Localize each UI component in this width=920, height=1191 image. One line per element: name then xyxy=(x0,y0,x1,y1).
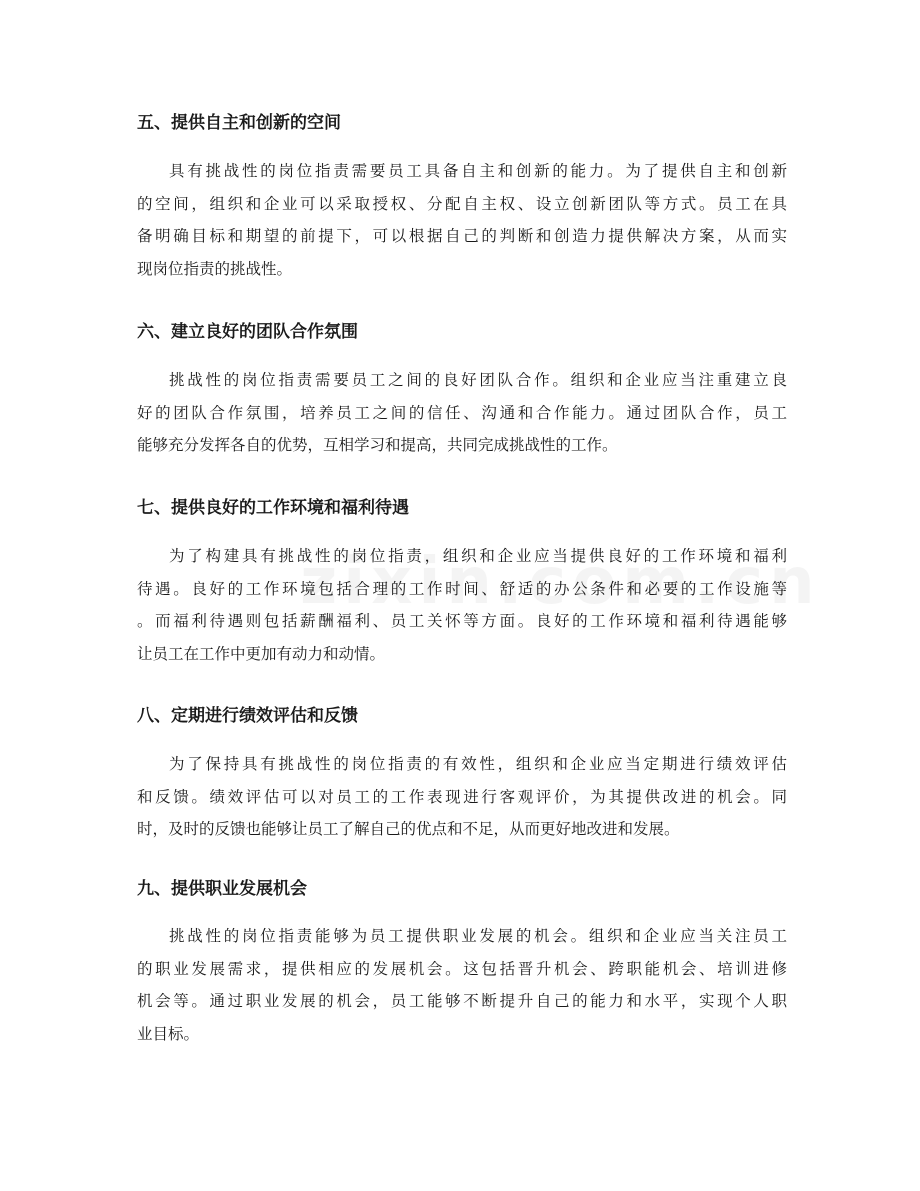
paragraph-line: 为了构建具有挑战性的岗位指责，组织和企业应当提供良好的工作环境和福利 xyxy=(169,547,787,565)
paragraph-line: 为了保持具有挑战性的岗位指责的有效性，组织和企业应当定期进行绩效评估 xyxy=(169,755,787,773)
section-paragraph xyxy=(137,540,787,670)
section-heading: 六、建立良好的团队合作氛围 xyxy=(137,322,358,342)
paragraph-line: 待遇。良好的工作环境包括合理的工作时间、舒适的办公条件和必要的工作设施等 xyxy=(137,579,787,598)
paragraph-line: 的空间，组织和企业可以采取授权、分配自主权、设立创新团队等方式。员工在具 xyxy=(137,194,787,213)
paragraph-line: 。而福利待遇则包括薪酬福利、员工关怀等方面。良好的工作环境和福利待遇能够 xyxy=(137,612,787,630)
paragraph-line: 机会等。通过职业发展的机会，员工能够不断提升自己的能力和水平，实现个人职 xyxy=(137,992,787,1010)
section-heading: 九、提供职业发展机会 xyxy=(137,879,307,899)
paragraph-line: 时，及时的反馈也能够让员工了解自己的优点和不足，从而更好地改进和发展。 xyxy=(137,820,680,838)
paragraph-line: 的职业发展需求，提供相应的发展机会。这包括晋升机会、跨职能机会、培训进修 xyxy=(137,959,787,978)
paragraph-line: 现岗位指责的挑战性。 xyxy=(137,259,293,278)
section-heading: 八、定期进行绩效评估和反馈 xyxy=(137,706,358,726)
paragraph-line: 挑战性的岗位指责能够为员工提供职业发展的机会。组织和企业应当关注员工 xyxy=(169,927,787,945)
section-paragraph xyxy=(137,748,787,846)
paragraph-line: 能够充分发挥各自的优势，互相学习和提高，共同完成挑战性的工作。 xyxy=(137,436,618,454)
section-heading: 七、提供良好的工作环境和福利待遇 xyxy=(137,498,409,518)
paragraph-line: 备明确目标和期望的前提下，可以根据自己的判断和创造力提供解决方案，从而实 xyxy=(137,227,787,245)
paragraph-line: 让员工在工作中更加有动力和动情。 xyxy=(137,644,386,663)
section-paragraph xyxy=(137,155,787,285)
paragraph-line: 具有挑战性的岗位指责需要员工具备自主和创新的能力。为了提供自主和创新 xyxy=(169,162,787,180)
paragraph-line: 挑战性的岗位指责需要员工之间的良好团队合作。组织和企业应当注重建立良 xyxy=(169,371,787,389)
section-paragraph xyxy=(137,364,787,462)
paragraph-line: 和反馈。绩效评估可以对员工的工作表现进行客观评价，为其提供改进的机会。同 xyxy=(137,787,787,806)
section-heading: 五、提供自主和创新的空间 xyxy=(137,113,341,133)
paragraph-line: 业目标。 xyxy=(137,1024,200,1043)
section-paragraph xyxy=(137,920,787,1050)
paragraph-line: 好的团队合作氛围，培养员工之间的信任、沟通和合作能力。通过团队合作，员工 xyxy=(137,403,787,422)
